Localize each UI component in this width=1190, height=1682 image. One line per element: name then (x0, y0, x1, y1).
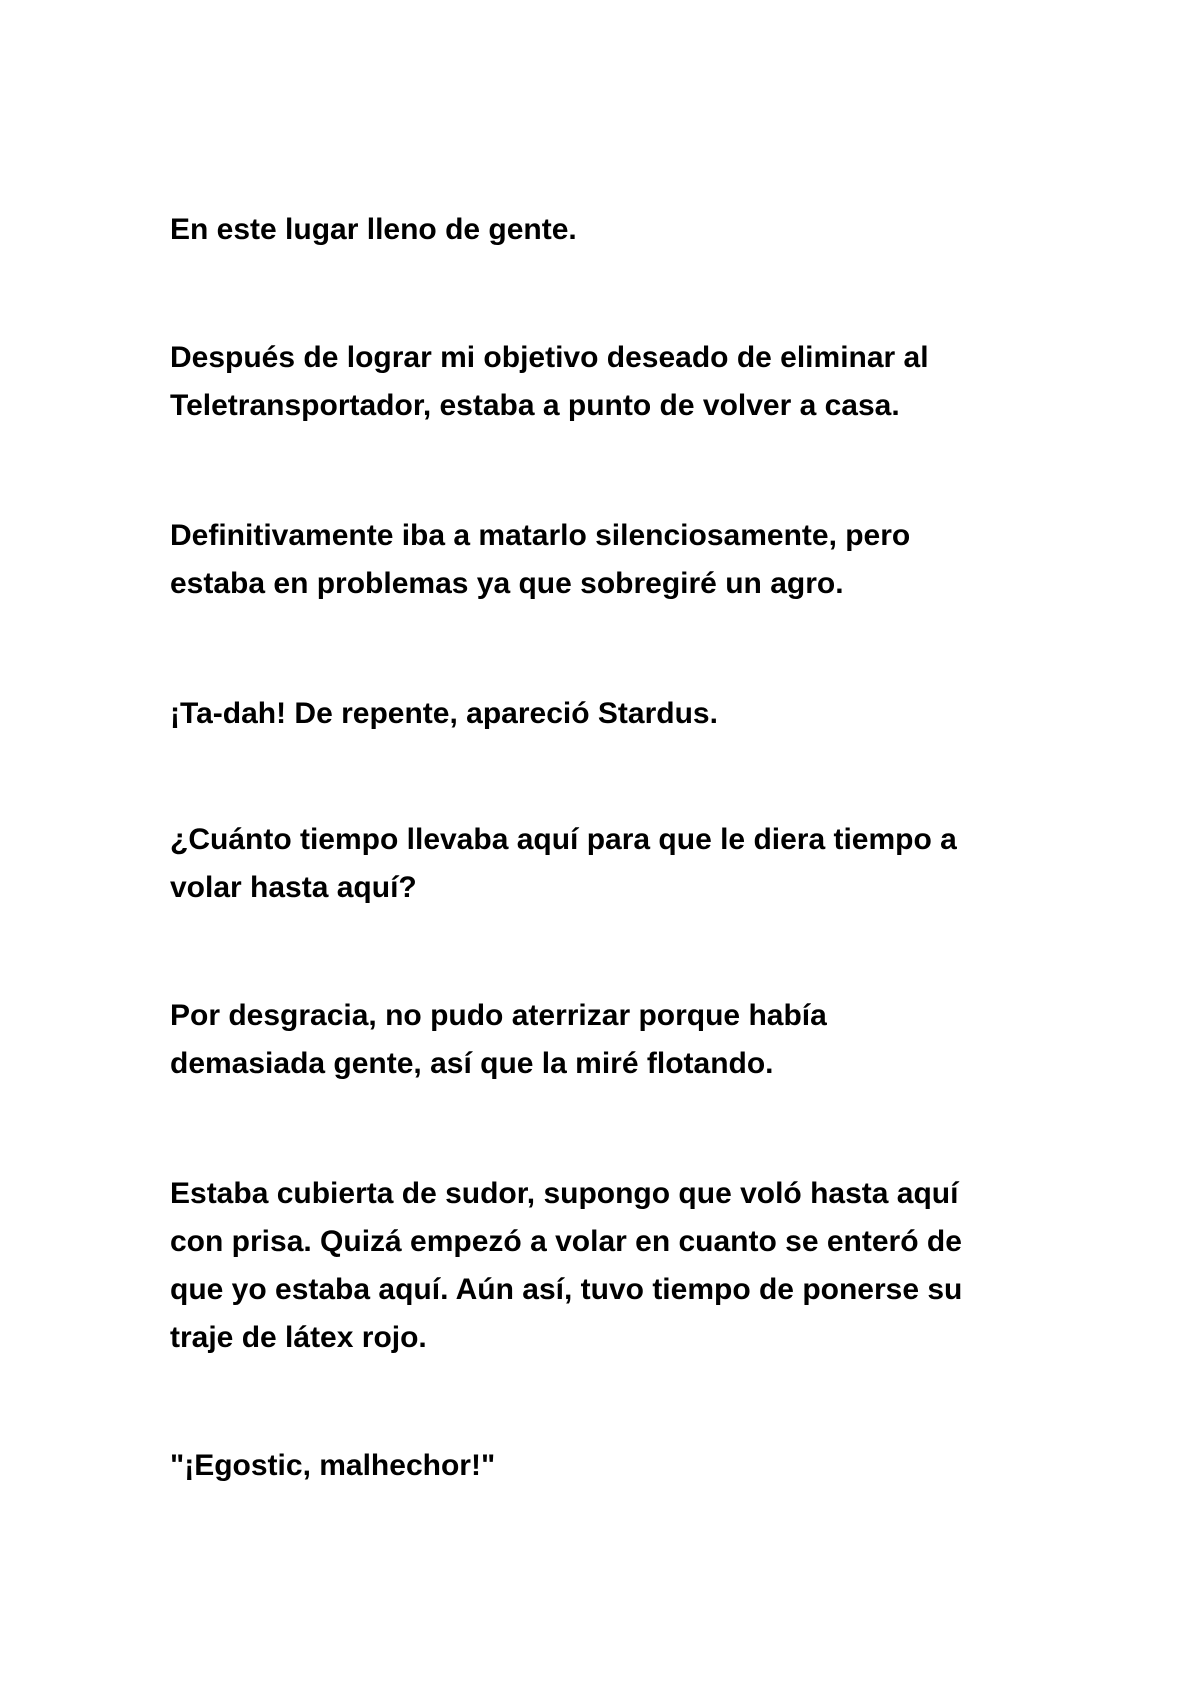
paragraph-line: ¿Cuánto tiempo llevaba aquí para que le diera tiempo a (170, 823, 957, 856)
paragraph-line: En este lugar lleno de gente. (170, 213, 577, 246)
paragraph-line: ¡Ta-dah! De repente, apareció Stardus. (170, 697, 718, 730)
paragraph-3 (170, 512, 1030, 608)
paragraph-line: "¡Egostic, malhechor!" (170, 1449, 496, 1482)
paragraph-line: que yo estaba aquí. Aún así, tuvo tiempo de ponerse su (170, 1273, 963, 1306)
paragraph-line: demasiada gente, así que la miré flotando. (170, 1047, 774, 1080)
paragraph-line: traje de látex rojo. (170, 1321, 427, 1354)
paragraph-line: con prisa. Quizá empezó a volar en cuanto se enteró de (170, 1225, 962, 1258)
paragraph-1 (170, 206, 1030, 254)
paragraph-line: estaba en problemas ya que sobregiré un agro. (170, 567, 844, 600)
paragraph-line: Estaba cubierta de sudor, supongo que voló hasta aquí (170, 1177, 959, 1210)
paragraph-line: Definitivamente iba a matarlo silenciosamente, pero (170, 519, 911, 552)
paragraph-2 (170, 334, 1030, 430)
paragraph-8 (170, 1442, 1030, 1490)
paragraph-6 (170, 992, 1030, 1088)
paragraph-5 (170, 816, 1030, 912)
paragraph-line: Teletransportador, estaba a punto de volver a casa. (170, 389, 900, 422)
paragraph-4 (170, 690, 1030, 738)
paragraph-line: Después de lograr mi objetivo deseado de eliminar al (170, 341, 929, 374)
paragraph-line: volar hasta aquí? (170, 871, 417, 904)
paragraph-7 (170, 1170, 1030, 1362)
paragraph-line: Por desgracia, no pudo aterrizar porque había (170, 999, 827, 1032)
